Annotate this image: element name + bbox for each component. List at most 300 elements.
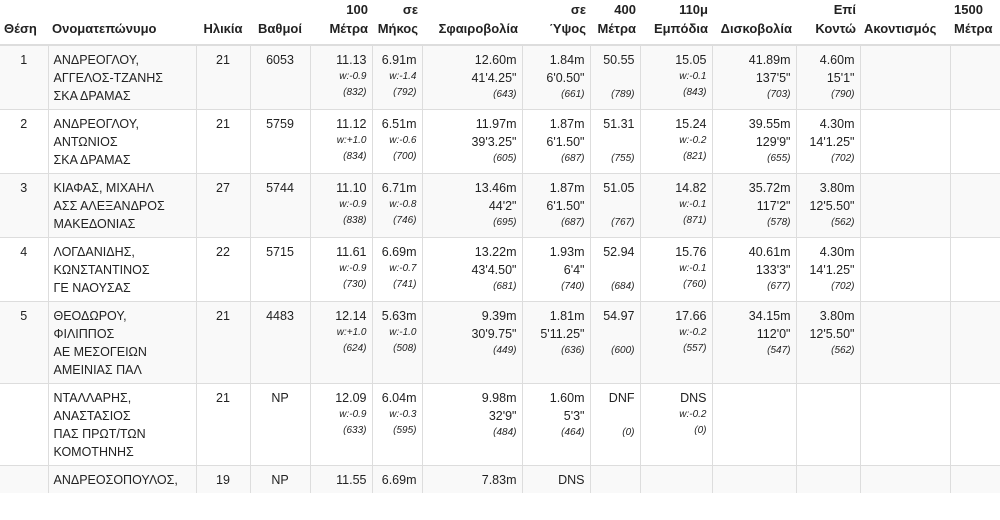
- column-header-age[interactable]: [196, 0, 250, 45]
- table-row: [0, 45, 1000, 110]
- event-cell-pole_vault: [796, 384, 860, 466]
- event-mark: 12.14: [335, 309, 367, 323]
- event-mark: 4.30m: [819, 245, 855, 259]
- event-points: (871): [683, 215, 707, 226]
- table-row: [0, 384, 1000, 466]
- column-header-m1500[interactable]: [950, 0, 1000, 45]
- column-header-long_jump[interactable]: [372, 0, 422, 45]
- event-points: (821): [683, 151, 707, 162]
- event-points: (595): [393, 425, 417, 436]
- event-points: (687): [561, 217, 585, 228]
- wind-reading: w:-0.9: [339, 409, 367, 420]
- event-cell-hurdles110: [640, 384, 712, 466]
- athlete-name-line: ΑΝΔΡΕΟΓΛΟΥ,: [53, 117, 139, 131]
- event-mark: 54.97: [603, 309, 635, 323]
- event-mark: 6.51m: [381, 117, 417, 131]
- event-cell-discus: [712, 174, 796, 238]
- event-points: (687): [561, 153, 585, 164]
- event-cell-long_jump: [372, 174, 422, 238]
- event-points: (0): [622, 427, 635, 438]
- event-cell-hurdles110: [640, 110, 712, 174]
- wind-reading: w:-1.4: [389, 71, 417, 82]
- column-header-line: Βαθμοί: [258, 21, 302, 36]
- event-cell-high_jump: [522, 238, 590, 302]
- event-points: (843): [683, 87, 707, 98]
- points-cell: 5715: [250, 238, 310, 302]
- event-mark: 17.66: [675, 309, 707, 323]
- event-cell-shot_put: [422, 466, 522, 494]
- event-cell-long_jump: [372, 302, 422, 384]
- event-cell-hurdles110: [640, 238, 712, 302]
- event-points: (624): [343, 343, 367, 354]
- event-points: (677): [767, 281, 791, 292]
- athlete-name-line: ΑΣΣ ΑΛΕΞΑΝΔΡΟΣ: [53, 199, 165, 213]
- event-mark: 52.94: [603, 245, 635, 259]
- event-mark: 6.91m: [381, 53, 417, 67]
- spacer: [596, 197, 635, 215]
- imperial-mark: 12'5.50": [809, 327, 855, 341]
- event-cell-m1500: [950, 384, 1000, 466]
- event-cell-javelin: [860, 110, 950, 174]
- points-cell: 5759: [250, 110, 310, 174]
- imperial-mark: 15'1": [826, 71, 855, 85]
- event-mark: 6.71m: [381, 181, 417, 195]
- imperial-mark: 43'4.50": [471, 263, 517, 277]
- event-cell-m400: [590, 466, 640, 494]
- event-points: (741): [393, 279, 417, 290]
- wind-reading: w:-0.8: [389, 199, 417, 210]
- wind-reading: w:-0.1: [679, 263, 707, 274]
- event-cell-discus: [712, 302, 796, 384]
- imperial-mark: 14'1.25": [809, 263, 855, 277]
- event-cell-discus: [712, 45, 796, 110]
- event-points: (700): [393, 151, 417, 162]
- points-cell: 5744: [250, 174, 310, 238]
- event-mark: 14.82: [675, 181, 707, 195]
- event-points: (547): [767, 345, 791, 356]
- wind-reading: w:-0.7: [389, 263, 417, 274]
- event-cell-hurdles110: [640, 174, 712, 238]
- event-cell-pole_vault: [796, 110, 860, 174]
- event-points: (449): [493, 345, 517, 356]
- event-cell-javelin: [860, 466, 950, 494]
- age-cell: 21: [196, 45, 250, 110]
- event-cell-m400: [590, 384, 640, 466]
- event-cell-m100: [310, 238, 372, 302]
- event-points: (633): [343, 425, 367, 436]
- event-mark: 11.97m: [475, 117, 517, 131]
- event-cell-shot_put: [422, 238, 522, 302]
- event-mark: 3.80m: [819, 309, 855, 323]
- event-cell-m1500: [950, 302, 1000, 384]
- event-cell-long_jump: [372, 45, 422, 110]
- spacer: [596, 133, 635, 151]
- event-cell-m400: [590, 110, 640, 174]
- imperial-mark: 6'1.50": [546, 199, 585, 213]
- event-cell-m100: [310, 466, 372, 494]
- column-header-hurdles110[interactable]: [640, 0, 712, 45]
- column-header-m400[interactable]: [590, 0, 640, 45]
- event-points: (681): [493, 281, 517, 292]
- event-mark: 51.05: [603, 181, 635, 195]
- event-points: (740): [561, 281, 585, 292]
- athlete-name-line: ΚΙΑΦΑΣ, ΜΙΧΑΗΛ: [53, 181, 154, 195]
- event-points: (834): [343, 151, 367, 162]
- athlete-name-line: ΣΚΑ ΔΡΑΜΑΣ: [53, 153, 131, 167]
- event-mark: 12.09: [335, 391, 367, 405]
- points-cell: 6053: [250, 45, 310, 110]
- event-cell-m1500: [950, 238, 1000, 302]
- event-points: (605): [493, 153, 517, 164]
- imperial-mark: 6'0.50": [546, 71, 585, 85]
- wind-reading: w:-0.2: [679, 409, 707, 420]
- event-mark: 41.89m: [748, 53, 791, 67]
- event-mark: 1.87m: [549, 117, 585, 131]
- column-header-line: 1500: [954, 2, 983, 17]
- event-points: (832): [343, 87, 367, 98]
- event-mark: 6.04m: [381, 391, 417, 405]
- points-cell: NP: [250, 466, 310, 494]
- event-points: (695): [493, 217, 517, 228]
- imperial-mark: 6'1.50": [546, 135, 585, 149]
- athlete-name-line: ΑΜΕΙΝΙΑΣ ΠΑΛ: [53, 363, 142, 377]
- event-cell-high_jump: [522, 45, 590, 110]
- athlete-name-cell: [48, 174, 196, 238]
- athlete-name-line: ΑΕ ΜΕΣΟΓΕΙΩΝ: [53, 345, 147, 359]
- position-cell: 5: [0, 302, 48, 384]
- points-cell: NP: [250, 384, 310, 466]
- age-cell: 21: [196, 302, 250, 384]
- age-cell: 21: [196, 384, 250, 466]
- wind-reading: w:-0.1: [679, 71, 707, 82]
- athlete-name-line: ΑΝΑΣΤΑΣΙΟΣ: [53, 409, 131, 423]
- event-cell-pole_vault: [796, 302, 860, 384]
- event-cell-pole_vault: [796, 238, 860, 302]
- athlete-name-line: ΑΝΔΡΕΟΓΛΟΥ,: [53, 53, 139, 67]
- imperial-mark: 6'4": [563, 263, 585, 277]
- athlete-name-cell: [48, 45, 196, 110]
- event-cell-m400: [590, 45, 640, 110]
- event-mark: 11.10: [336, 181, 367, 195]
- imperial-mark: 39'3.25": [471, 135, 517, 149]
- athlete-name-line: ΜΑΚΕΔΟΝΙΑΣ: [53, 217, 136, 231]
- event-cell-high_jump: [522, 466, 590, 494]
- table-row: [0, 238, 1000, 302]
- age-cell: 22: [196, 238, 250, 302]
- column-header-line: Ονοματεπώνυμο: [52, 21, 157, 36]
- event-cell-shot_put: [422, 174, 522, 238]
- athlete-name-line: ΓΕ ΝΑΟΥΣΑΣ: [53, 281, 131, 295]
- event-points: (746): [393, 215, 417, 226]
- event-points: (508): [393, 343, 417, 354]
- event-points: (484): [493, 427, 517, 438]
- wind-reading: w:-0.6: [389, 135, 417, 146]
- column-header-name[interactable]: [48, 0, 196, 45]
- event-cell-javelin: [860, 384, 950, 466]
- event-points: (789): [611, 89, 635, 100]
- table-row: [0, 466, 1000, 494]
- position-cell: 4: [0, 238, 48, 302]
- column-header-line: Κοντώ: [815, 21, 856, 36]
- event-cell-long_jump: [372, 238, 422, 302]
- event-cell-javelin: [860, 45, 950, 110]
- column-header-m100[interactable]: [310, 0, 372, 45]
- column-header-points[interactable]: [250, 0, 310, 45]
- column-header-line: Ηλικία: [203, 21, 243, 36]
- column-header-line: Επί: [833, 2, 856, 17]
- table-body: [0, 45, 1000, 493]
- wind-reading: w:-1.0: [389, 327, 417, 338]
- position-cell: 1: [0, 45, 48, 110]
- event-mark: 12.60m: [474, 53, 517, 67]
- event-cell-discus: [712, 110, 796, 174]
- event-mark: 9.98m: [481, 391, 517, 405]
- athlete-name-line: ΦΙΛΙΠΠΟΣ: [53, 327, 115, 341]
- imperial-mark: 5'11.25": [540, 327, 585, 341]
- column-header-line: Μέτρα: [329, 21, 368, 36]
- athlete-name-line: ΣΚΑ ΔΡΑΜΑΣ: [53, 89, 131, 103]
- event-points: (464): [561, 427, 585, 438]
- event-cell-m100: [310, 110, 372, 174]
- age-cell: 19: [196, 466, 250, 494]
- athlete-name-cell: [48, 466, 196, 494]
- athlete-name-line: ΘΕΟΔΩΡΟΥ,: [53, 309, 127, 323]
- event-points: (790): [831, 89, 855, 100]
- event-mark: 15.05: [675, 53, 707, 67]
- imperial-mark: 129'9": [755, 135, 791, 149]
- event-points: (557): [683, 343, 707, 354]
- wind-reading: w:-0.9: [339, 199, 367, 210]
- column-header-line: Σφαιροβολία: [438, 21, 518, 36]
- event-points: (703): [767, 89, 791, 100]
- imperial-mark: 14'1.25": [809, 135, 855, 149]
- event-points: (702): [831, 153, 855, 164]
- athlete-name-line: ΚΩΝΣΤΑΝΤΙΝΟΣ: [53, 263, 150, 277]
- column-header-line: Εμπόδια: [653, 21, 708, 36]
- event-mark: 4.60m: [819, 53, 855, 67]
- event-points: (661): [561, 89, 585, 100]
- event-mark: 15.76: [675, 245, 707, 259]
- event-mark: DNF: [608, 391, 635, 405]
- wind-reading: w:-0.9: [339, 263, 367, 274]
- event-cell-pole_vault: [796, 466, 860, 494]
- column-header-line: 400: [614, 2, 636, 17]
- position-cell: [0, 384, 48, 466]
- event-cell-hurdles110: [640, 466, 712, 494]
- athlete-name-cell: [48, 384, 196, 466]
- wind-reading: w:-0.3: [389, 409, 417, 420]
- column-header-javelin[interactable]: [860, 0, 950, 45]
- event-points: (655): [767, 153, 791, 164]
- event-mark: 1.84m: [549, 53, 585, 67]
- column-header-line: Δισκοβολία: [720, 21, 792, 36]
- column-header-line: Μέτρα: [597, 21, 636, 36]
- event-cell-m1500: [950, 466, 1000, 494]
- athlete-name-cell: [48, 110, 196, 174]
- points-cell: 4483: [250, 302, 310, 384]
- imperial-mark: 30'9.75": [471, 327, 517, 341]
- event-points: (562): [831, 217, 855, 228]
- event-cell-hurdles110: [640, 45, 712, 110]
- athlete-name-line: ΑΝΤΩΝΙΟΣ: [53, 135, 118, 149]
- event-points: (578): [767, 217, 791, 228]
- wind-reading: w:-0.1: [679, 199, 707, 210]
- column-header-pos[interactable]: [0, 0, 48, 45]
- event-cell-pole_vault: [796, 174, 860, 238]
- column-header-line: Ύψος: [549, 21, 586, 36]
- event-mark: 13.46m: [474, 181, 517, 195]
- column-header-high_jump[interactable]: [522, 0, 590, 45]
- event-mark: 5.63m: [381, 309, 417, 323]
- spacer: [596, 407, 635, 425]
- wind-reading: w:+1.0: [336, 135, 367, 146]
- event-mark: 34.15m: [748, 309, 791, 323]
- column-header-line: Μήκος: [377, 21, 418, 36]
- event-mark: 3.80m: [819, 181, 855, 195]
- event-cell-m100: [310, 174, 372, 238]
- imperial-mark: 133'3": [755, 263, 791, 277]
- imperial-mark: 44'2": [488, 199, 517, 213]
- column-header-discus[interactable]: [712, 0, 796, 45]
- athlete-name-line: ΠΑΣ ΠΡΩΤ/ΤΩΝ: [53, 427, 146, 441]
- event-cell-shot_put: [422, 110, 522, 174]
- table-row: [0, 174, 1000, 238]
- athlete-name-line: ΑΝΔΡΕΟΣΟΠΟΥΛΟΣ,: [53, 473, 178, 487]
- event-cell-long_jump: [372, 466, 422, 494]
- event-cell-hurdles110: [640, 302, 712, 384]
- event-mark: DNS: [558, 473, 585, 487]
- column-header-line: 110μ: [679, 2, 708, 17]
- event-cell-high_jump: [522, 384, 590, 466]
- event-cell-pole_vault: [796, 45, 860, 110]
- event-points: (792): [393, 87, 417, 98]
- event-cell-javelin: [860, 238, 950, 302]
- column-header-line: Ακοντισμός: [864, 21, 937, 36]
- event-cell-long_jump: [372, 384, 422, 466]
- event-mark: 11.13: [336, 53, 367, 67]
- position-cell: 3: [0, 174, 48, 238]
- event-points: (702): [831, 281, 855, 292]
- column-header-shot_put[interactable]: [422, 0, 522, 45]
- position-cell: 2: [0, 110, 48, 174]
- event-points: (562): [831, 345, 855, 356]
- athlete-name-line: ΚΟΜΟΤΗΝΗΣ: [53, 445, 134, 459]
- event-mark: 6.69m: [381, 473, 417, 487]
- athlete-name-cell: [48, 302, 196, 384]
- event-mark: 11.55: [336, 473, 367, 487]
- event-points: (760): [683, 279, 707, 290]
- event-points: (838): [343, 215, 367, 226]
- event-mark: 15.24: [675, 117, 707, 131]
- event-points: (767): [611, 217, 635, 228]
- imperial-mark: 137'5": [755, 71, 791, 85]
- event-cell-m1500: [950, 174, 1000, 238]
- event-cell-high_jump: [522, 174, 590, 238]
- event-points: (755): [611, 153, 635, 164]
- wind-reading: w:+1.0: [336, 327, 367, 338]
- event-cell-m100: [310, 45, 372, 110]
- event-cell-discus: [712, 384, 796, 466]
- event-points: (0): [694, 425, 707, 436]
- event-cell-high_jump: [522, 110, 590, 174]
- column-header-line: σε: [570, 2, 586, 17]
- age-cell: 21: [196, 110, 250, 174]
- athlete-name-line: ΛΟΓΔΑΝΙΔΗΣ,: [53, 245, 135, 259]
- event-mark: 39.55m: [748, 117, 791, 131]
- event-cell-high_jump: [522, 302, 590, 384]
- event-mark: 1.93m: [549, 245, 585, 259]
- position-cell: [0, 466, 48, 494]
- event-cell-javelin: [860, 174, 950, 238]
- age-cell: 27: [196, 174, 250, 238]
- table-row: [0, 302, 1000, 384]
- event-mark: 11.12: [336, 117, 367, 131]
- event-cell-shot_put: [422, 302, 522, 384]
- table-row: [0, 110, 1000, 174]
- event-mark: DNS: [680, 391, 707, 405]
- event-cell-shot_put: [422, 45, 522, 110]
- column-header-line: σε: [402, 2, 418, 17]
- event-mark: 13.22m: [474, 245, 517, 259]
- athlete-name-line: ΑΓΓΕΛΟΣ-ΤΖΑΝΗΣ: [53, 71, 164, 85]
- event-mark: 9.39m: [481, 309, 517, 323]
- event-mark: 7.83m: [481, 473, 517, 487]
- imperial-mark: 5'3": [563, 409, 585, 423]
- event-mark: 11.61: [336, 245, 367, 259]
- column-header-line: Μέτρα: [954, 21, 993, 36]
- spacer: [596, 69, 635, 87]
- event-cell-m100: [310, 302, 372, 384]
- event-mark: 1.60m: [549, 391, 585, 405]
- event-points: (643): [493, 89, 517, 100]
- imperial-mark: 32'9": [488, 409, 517, 423]
- event-cell-m1500: [950, 45, 1000, 110]
- imperial-mark: 41'4.25": [471, 71, 517, 85]
- event-cell-m400: [590, 302, 640, 384]
- spacer: [596, 325, 635, 343]
- spacer: [596, 261, 635, 279]
- column-header-pole_vault[interactable]: [796, 0, 860, 45]
- event-mark: 40.61m: [748, 245, 791, 259]
- event-cell-long_jump: [372, 110, 422, 174]
- event-points: (730): [343, 279, 367, 290]
- event-cell-m1500: [950, 110, 1000, 174]
- athlete-name-cell: [48, 238, 196, 302]
- event-points: (600): [611, 345, 635, 356]
- event-mark: 6.69m: [381, 245, 417, 259]
- column-header-line: Θέση: [4, 21, 37, 36]
- event-mark: 4.30m: [819, 117, 855, 131]
- event-cell-discus: [712, 238, 796, 302]
- table-header: [0, 0, 1000, 45]
- event-mark: 1.87m: [549, 181, 585, 195]
- column-header-line: 100: [346, 2, 368, 17]
- event-mark: 35.72m: [748, 181, 791, 195]
- event-cell-m400: [590, 238, 640, 302]
- event-cell-m100: [310, 384, 372, 466]
- wind-reading: w:-0.9: [339, 71, 367, 82]
- event-mark: 50.55: [603, 53, 635, 67]
- imperial-mark: 117'2": [756, 199, 791, 213]
- event-mark: 1.81m: [549, 309, 585, 323]
- event-cell-discus: [712, 466, 796, 494]
- event-points: (684): [611, 281, 635, 292]
- imperial-mark: 112'0": [756, 327, 791, 341]
- event-cell-shot_put: [422, 384, 522, 466]
- event-cell-m400: [590, 174, 640, 238]
- wind-reading: w:-0.2: [679, 135, 707, 146]
- wind-reading: w:-0.2: [679, 327, 707, 338]
